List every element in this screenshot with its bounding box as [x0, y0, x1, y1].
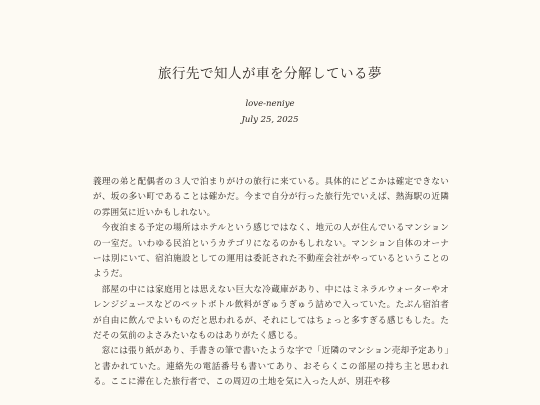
- document-header: [0, 64, 540, 126]
- document-body: [93, 175, 449, 391]
- paragraph: 義理の弟と配偶者の３人で泊まりがけの旅行に来ている。具体的にどこかは確定できないが、坂の多い町であることは確かだ。今まで自分が行った旅行先でいえば、熱海駅の近隣の雰囲気に近いかもしれない。: [93, 177, 449, 218]
- page-title: 旅行先で知人が車を分解している夢: [158, 66, 382, 82]
- paragraph: 今夜泊まる予定の場所はホテルという感じではなく、地元の人が住んでいるマンションの一室だ。いわゆる民泊というカテゴリになるのかもしれない。マンション自体のオーナーは別にいて、宿泊施設としての運用は委託された不動産会社がやっているということのようだ。: [93, 223, 449, 280]
- author-name: love-neniye: [245, 99, 295, 109]
- paragraph: 部屋の中には家庭用とは思えない巨大な冷蔵庫があり、中にはミネラルウォーターやオレンジジュースなどのペットボトル飲料がぎゅうぎゅう詰めで入っていた。たぶん宿泊者が自由に飲んでよいものだと思われるが、それにしてはちょっと多すぎる感じもした。ただその気前のよさみたいなものはありがたく感じる。: [93, 284, 449, 342]
- publish-date: July 25, 2025: [241, 115, 299, 125]
- paragraph: 窓には張り紙があり、手書きの筆で書いたような字で「近隣のマンション売却予定あり」と書かれていた。連絡先の電話番号も書いてあり、おそらくこの部屋の持ち主と思われる。ここに滞在した旅行者で、この周辺の土地を気に入った人が、別荘や移: [93, 346, 449, 388]
